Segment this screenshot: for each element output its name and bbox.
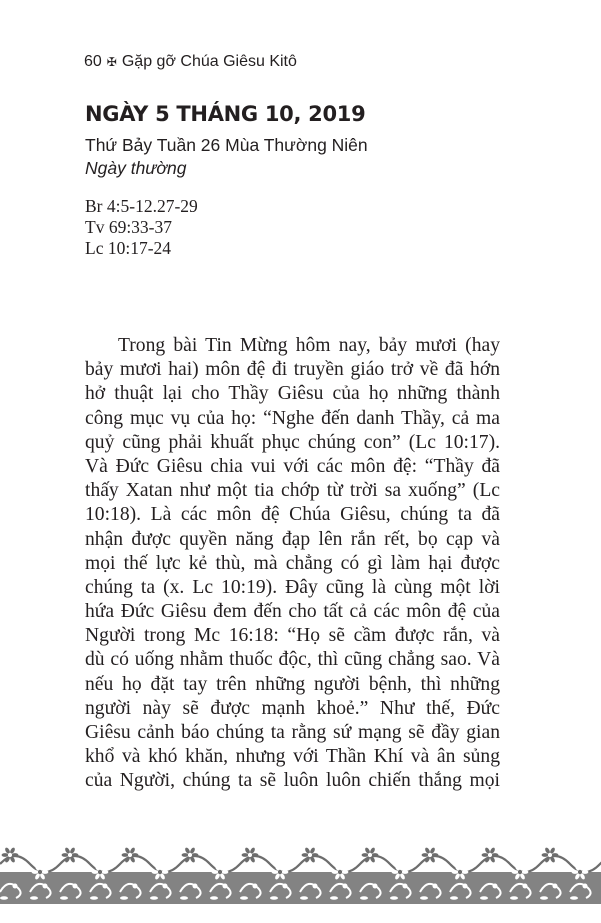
paragraph-line: mọi thế lực kẻ thù, mà chẳng có gì làm hại được xyxy=(85,552,500,574)
paragraph-line: thấy Xatan như một tia chớp từ trời sa xuống” (Lc xyxy=(85,480,500,502)
readings-list xyxy=(85,196,198,259)
date-title: NGÀY 5 THÁNG 10, 2019 xyxy=(85,102,366,126)
page-number: 60 xyxy=(84,53,102,70)
reading-3: Lc 10:17-24 xyxy=(85,238,172,258)
paragraph-line: chúng ta (x. Lc 10:19). Đây cũng là cùng một lời xyxy=(85,576,500,598)
paragraph-line: Trong bài Tin Mừng hôm nay, bảy mươi (hay xyxy=(118,335,500,356)
paragraph-line: của Người, chúng ta sẽ luôn luôn chiến thắng mọi xyxy=(85,770,500,792)
paragraph-line: nếu họ đặt tay trên những người bệnh, thì những xyxy=(85,673,500,695)
reflection-paragraph xyxy=(85,334,500,794)
paragraph-line: khổ và khó khăn, nhưng với Thần Khí và ân sủng xyxy=(85,746,500,768)
paragraph-line: hở thuật lại cho Thầy Giêsu của họ những thành xyxy=(85,383,500,405)
reading-2: Tv 69:33-37 xyxy=(85,217,173,237)
paragraph-line: bảy mươi hai) môn đệ đi truyền giáo trở về đã hớn xyxy=(85,359,500,381)
running-head xyxy=(84,53,297,71)
paragraph-line: Và Đức Giêsu chia vui với các môn đệ: “Thầy đã xyxy=(85,455,500,477)
day-type: Ngày thường xyxy=(85,158,187,178)
book-title: Gặp gỡ Chúa Giêsu Kitô xyxy=(121,53,297,70)
floral-ornament-icon xyxy=(0,842,601,904)
paragraph-line: công mục vụ của họ: “Nghe đến danh Thầy, cả ma xyxy=(85,407,500,429)
maltese-cross-icon: ✠ xyxy=(106,55,117,69)
paragraph-line: người này sẽ được mạnh khoẻ.” Như thế, Đức xyxy=(85,697,500,719)
paragraph-line: dù có uống nhằm thuốc độc, thì cũng chẳng sao. Và xyxy=(85,649,500,671)
paragraph-line: nhận được quyền năng đạp lên rắn rết, bọ cạp và xyxy=(85,528,500,550)
reading-1: Br 4:5-12.27-29 xyxy=(85,196,198,216)
paragraph-line: hứa Đức Giêsu đem đến cho tất cả các môn đệ của xyxy=(85,601,500,623)
liturgical-week: Thứ Bảy Tuần 26 Mùa Thường Niên xyxy=(85,135,368,155)
paragraph-line: Người trong Mc 16:18: “Họ sẽ cầm được rắn, và xyxy=(85,625,500,647)
floral-border-ornament xyxy=(0,842,601,904)
paragraph-line: 10:18). Là các môn đệ Chúa Giêsu, chúng ta đã xyxy=(85,504,500,526)
paragraph-line: Giêsu cảnh báo chúng ta rằng sứ mạng sẽ đầy gian xyxy=(85,722,500,743)
paragraph-line: quỷ cũng phải khuất phục chúng con” (Lc 10:17). xyxy=(85,431,500,453)
